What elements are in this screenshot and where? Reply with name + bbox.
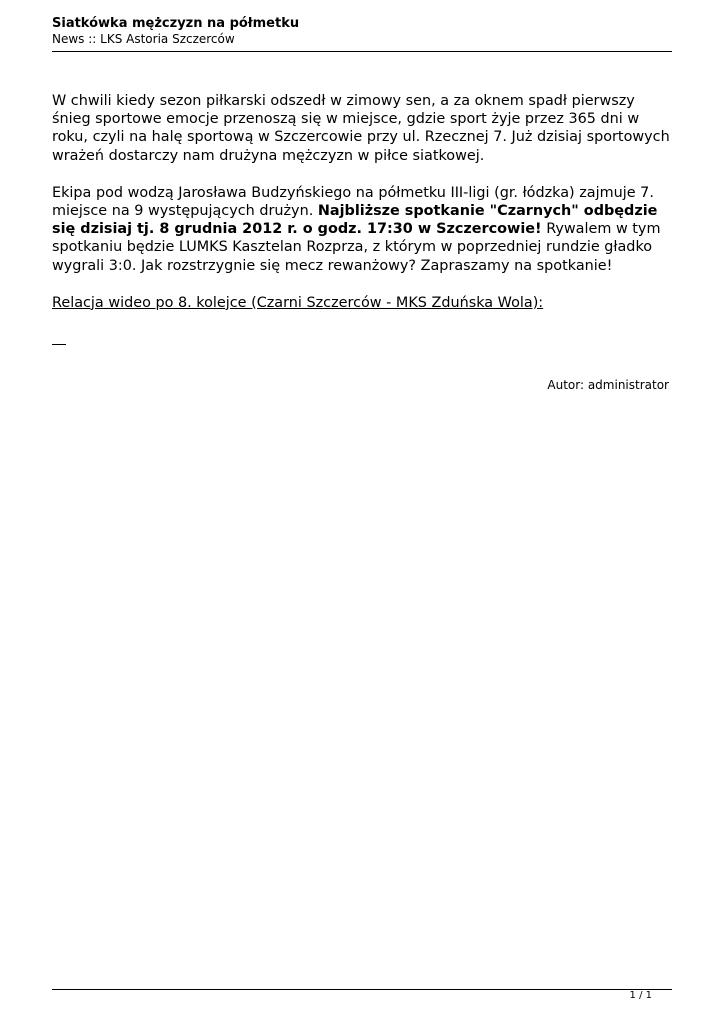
video-embed-placeholder: [52, 344, 66, 345]
page-number: 1 / 1: [629, 990, 652, 1001]
document-header: [52, 15, 672, 47]
paragraph-intro: W chwili kiedy sezon piłkarski odszedł w zimowy sen, a za oknem spadł pierwszy śnieg sportowe emocje przenoszą się w miejsce, gdzie sport żyje przez 365 dni w roku, czyli na halę sportową w Szczercowie przy ul. Rzecznej 7. Już dzisiaj sportowych wrażeń dostarczy nam drużyna mężczyzn w piłce siatkowej.: [52, 93, 670, 164]
video-report-link[interactable]: Relacja wideo po 8. kolejce (Czarni Szczerców - MKS Zduńska Wola):: [52, 294, 544, 311]
article-category: News :: LKS Astoria Szczerców: [52, 32, 235, 46]
paragraph-match-info: [52, 184, 672, 275]
paragraph-match-info-start: Ekipa pod wodzą Jarosława Budzyńskiego na półmetku III-ligi (gr. łódzka) zajmuje 7. miejsce na 9 występujących drużyn.: [52, 184, 654, 220]
article-title: Siatkówka mężczyzn na półmetku: [52, 16, 300, 31]
article-body: [52, 92, 672, 312]
paragraph-match-info-end: Rywalem w tym spotkaniu będzie LUMKS Kasztelan Rozprza, z którym w poprzedniej rundzie gładko wygrali 3:0. Jak rozstrzygnie się mecz rewanżowy? Zapraszamy na spotkanie!: [52, 221, 661, 274]
header-divider: [52, 51, 672, 52]
footer-divider: [52, 989, 672, 990]
author-line: Autor: administrator: [547, 378, 669, 392]
next-match-announcement: Najbliższe spotkanie "Czarnych" odbędzie się dzisiaj tj. 8 grudnia 2012 r. o godz. 17:30 w Szczercowie!: [52, 203, 658, 238]
